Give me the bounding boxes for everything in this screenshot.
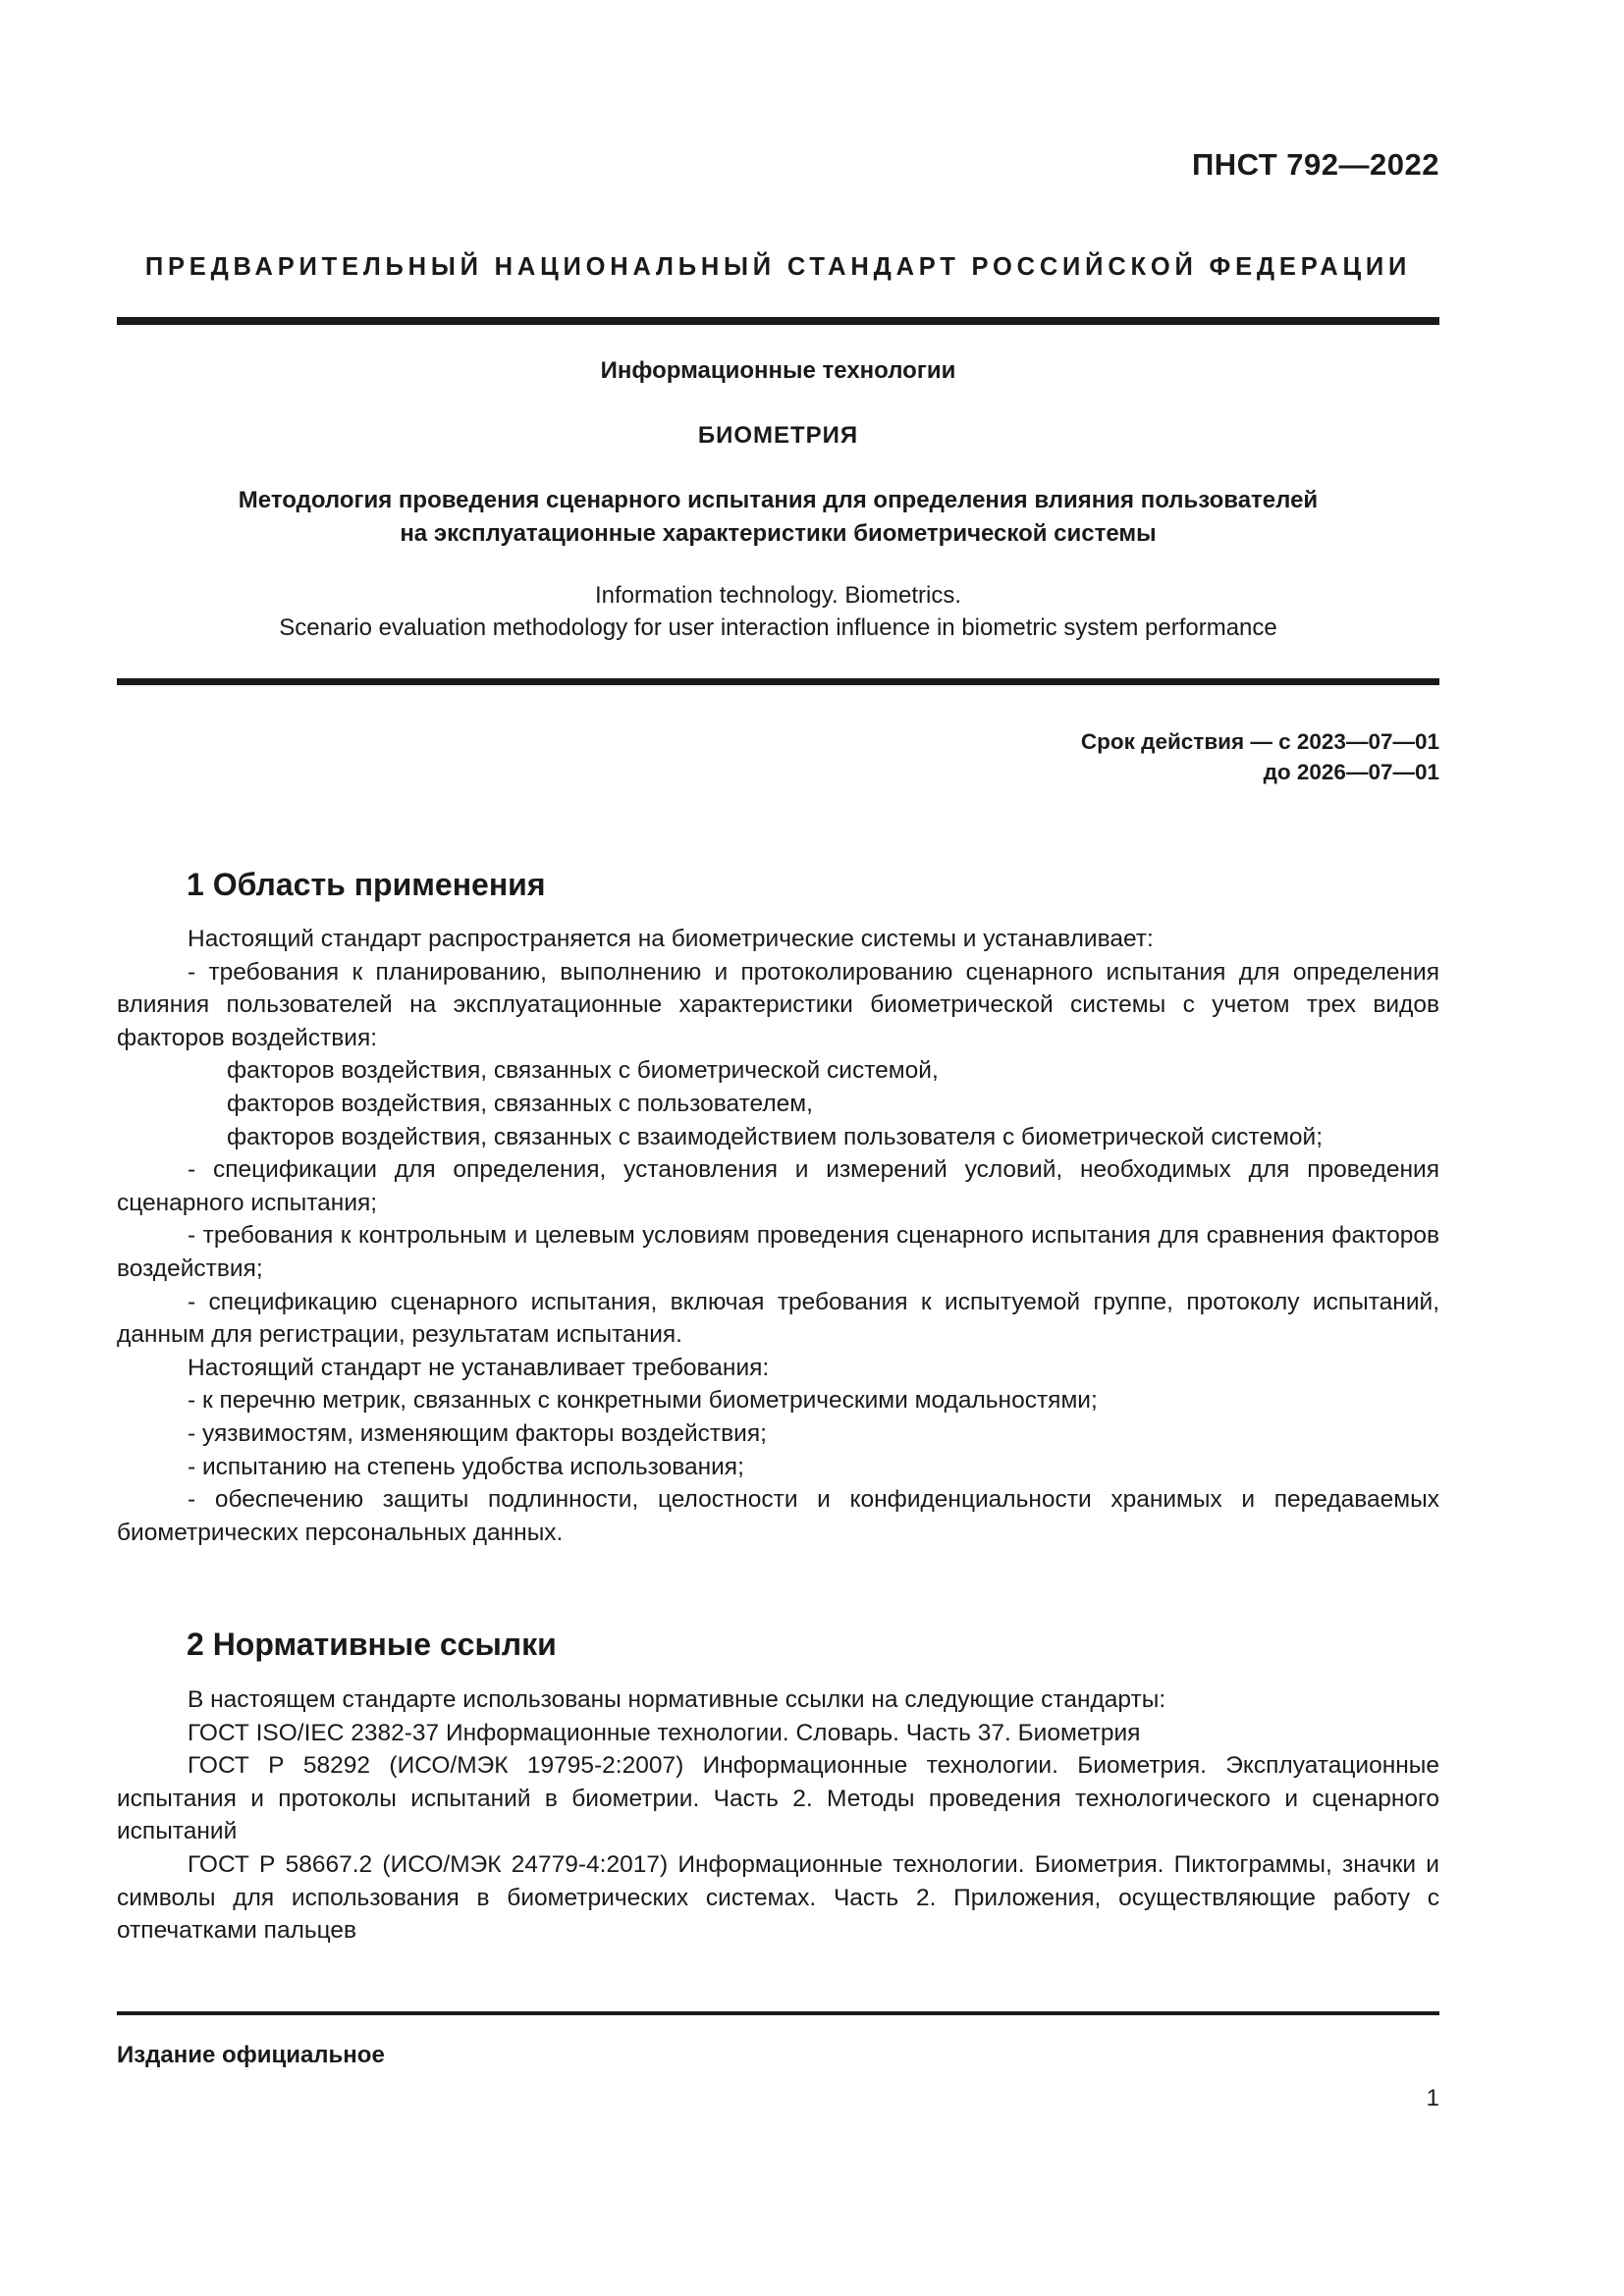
list-item: - спецификации для определения, установления и измерений условий, необходимых для проведения сценарного испытания; bbox=[117, 1156, 1439, 1216]
english-title-line: Information technology. Biometrics. bbox=[594, 582, 962, 609]
footer-divider bbox=[117, 2011, 1439, 2015]
list-item: - требования к контрольным и целевым условиям проведения сценарного испытания для сравнения факторов воздействия; bbox=[117, 1222, 1439, 1282]
section-body-scope bbox=[117, 923, 1439, 1549]
russian-title-line: Методология проведения сценарного испытания для определения влияния пользователей bbox=[238, 487, 1319, 513]
section-heading-normative-references: 2 Нормативные ссылки bbox=[187, 1627, 557, 1662]
english-title-line: Scenario evaluation methodology for user interaction influence in biometric system performance bbox=[279, 614, 1277, 641]
page-number: 1 bbox=[1426, 2085, 1439, 2111]
list-item: - обеспечению защиты подлинности, целостности и конфиденциальности хранимых и передаваемых биометрических персональных данных. bbox=[117, 1486, 1439, 1546]
sub-list-item: факторов воздействия, связанных с биометрической системой, bbox=[227, 1057, 939, 1085]
list-item: - спецификацию сценарного испытания, включая требования к испытуемой группе, протоколу испытаний, данным для регистрации, результатам испытания. bbox=[117, 1288, 1439, 1349]
english-title bbox=[117, 579, 1439, 644]
list-item: - к перечню метрик, связанных с конкретными биометрическими модальностями; bbox=[188, 1387, 1098, 1415]
list-item: - испытанию на степень удобства использования; bbox=[188, 1453, 744, 1480]
top-divider bbox=[117, 317, 1439, 325]
russian-title-line: на эксплуатационные характеристики биометрической системы bbox=[400, 520, 1157, 547]
russian-title bbox=[117, 484, 1439, 551]
sub-list-item: факторов воздействия, связанных с пользователем, bbox=[227, 1090, 813, 1117]
document-code: ПНСТ 792—2022 bbox=[1191, 147, 1439, 182]
paragraph: В настоящем стандарте использованы нормативные ссылки на следующие стандарты: bbox=[188, 1686, 1166, 1713]
reference-item: ГОСТ ISO/IEC 2382-37 Информационные технологии. Словарь. Часть 37. Биометрия bbox=[188, 1719, 1141, 1746]
validity-start: Срок действия — с 2023—07—01 bbox=[1080, 729, 1439, 754]
standard-type-heading: ПРЕДВАРИТЕЛЬНЫЙ НАЦИОНАЛЬНЫЙ СТАНДАРТ РОССИЙСКОЙ ФЕДЕРАЦИИ bbox=[144, 253, 1412, 281]
paragraph: Настоящий стандарт не устанавливает требования: bbox=[188, 1354, 770, 1381]
document-topic: Информационные технологии bbox=[600, 357, 956, 384]
section-body-normative-references bbox=[117, 1683, 1439, 1948]
validity-period bbox=[1081, 726, 1439, 787]
list-item: - требования к планированию, выполнению и протоколированию сценарного испытания для определения влияния пользователей на эксплуатационные характеристики биометрической системы с учетом трех видов факторов воздействия: bbox=[117, 958, 1439, 1051]
document-subject: БИОМЕТРИЯ bbox=[697, 422, 859, 449]
reference-item: ГОСТ Р 58667.2 (ИСО/МЭК 24779-4:2017) Информационные технологии. Биометрия. Пиктограммы, значки и символы для использования в биометрических системах. Часть 2. Приложения, осуществляющие работу с отпечатками пальцев bbox=[117, 1850, 1439, 1945]
paragraph: Настоящий стандарт распространяется на биометрические системы и устанавливает: bbox=[188, 926, 1154, 952]
section-heading-scope: 1 Область применения bbox=[187, 867, 546, 902]
sub-list-item: факторов воздействия, связанных с взаимодействием пользователя с биометрической системой; bbox=[227, 1123, 1324, 1150]
validity-end: до 2026—07—01 bbox=[1263, 760, 1439, 784]
list-item: - уязвимостям, изменяющим факторы воздействия; bbox=[188, 1419, 767, 1447]
official-edition-label: Издание официальное bbox=[117, 2042, 385, 2068]
title-divider bbox=[117, 678, 1439, 685]
reference-item: ГОСТ Р 58292 (ИСО/МЭК 19795-2:2007) Информационные технологии. Биометрия. Эксплуатационные испытания и протоколы испытаний в биометрии. Часть 2. Методы проведения технологического и сценарного испытаний bbox=[117, 1752, 1439, 1845]
